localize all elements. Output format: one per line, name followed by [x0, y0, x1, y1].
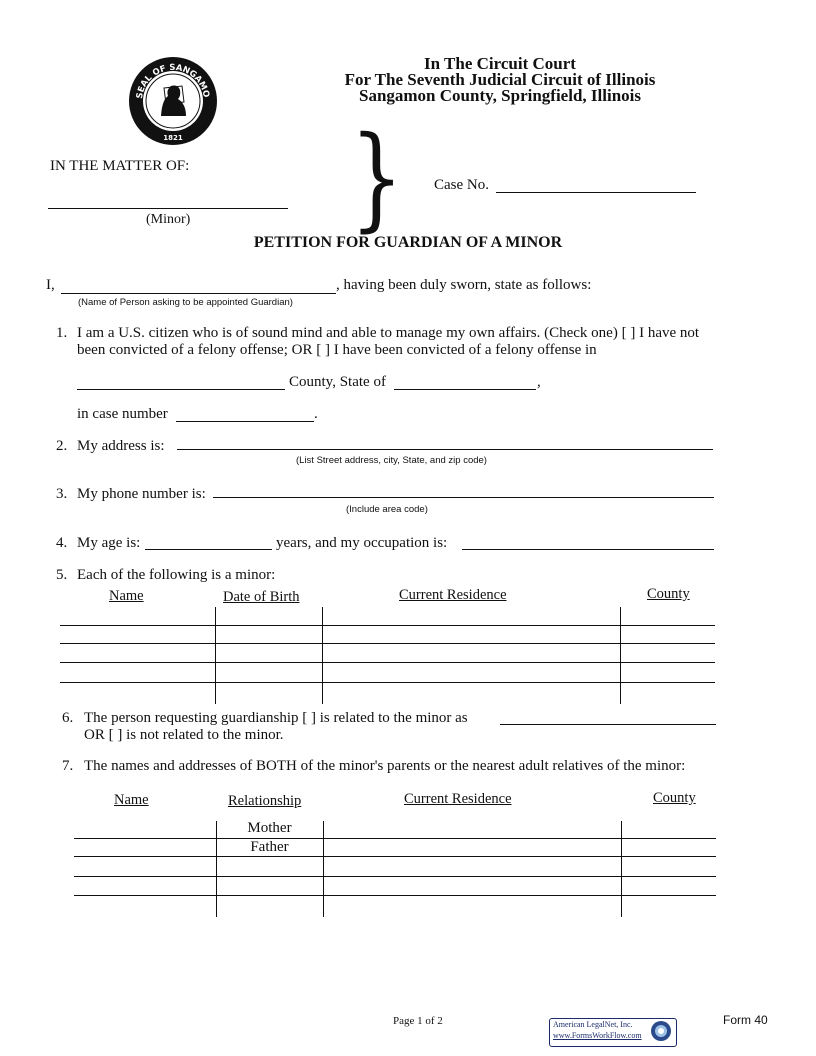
felony-case-number-field[interactable]	[176, 421, 314, 422]
occupation-field[interactable]	[462, 549, 714, 550]
court-header	[300, 56, 700, 104]
guardian-name-field[interactable]	[61, 293, 336, 294]
page-number: Page 1 of 2	[393, 1015, 443, 1027]
page-title: PETITION FOR GUARDIAN OF A MINOR	[253, 234, 563, 251]
item-1-number: 1.	[56, 325, 68, 341]
parents-col-divider	[621, 821, 622, 917]
table-row[interactable]	[74, 856, 716, 857]
parents-header-county: County	[653, 790, 696, 806]
parents-header-relationship: Relationship	[228, 793, 302, 809]
table-row[interactable]	[74, 895, 716, 896]
minors-header-name: Name	[109, 588, 144, 604]
minor-name-field[interactable]	[48, 208, 288, 209]
minors-col-divider	[215, 607, 216, 704]
matter-label: IN THE MATTER OF:	[50, 158, 190, 174]
age-field[interactable]	[145, 549, 272, 550]
relation-mother: Mother	[247, 820, 292, 836]
table-row[interactable]	[74, 838, 716, 839]
item-4-number: 4.	[56, 535, 68, 551]
caption-brace: }	[350, 113, 404, 243]
form-number: Form 40	[723, 1013, 768, 1027]
minors-header-dob: Date of Birth	[223, 589, 300, 605]
felony-state-comma: ,	[537, 374, 541, 390]
felony-state-field[interactable]	[394, 389, 536, 390]
address-field[interactable]	[177, 449, 713, 450]
table-row[interactable]	[60, 662, 715, 663]
item-3-number: 3.	[56, 486, 68, 502]
parents-col-divider	[323, 821, 324, 917]
intro-prefix: I,	[46, 277, 55, 293]
minor-label: (Minor)	[146, 212, 191, 227]
minors-col-divider	[620, 607, 621, 704]
item-5-number: 5.	[56, 567, 68, 583]
court-line-3: Sangamon County, Springfield, Illinois	[358, 86, 641, 105]
item-7-number: 7.	[62, 758, 74, 774]
relation-father: Father	[250, 839, 289, 855]
parents-header-residence: Current Residence	[404, 791, 512, 807]
minors-header-residence: Current Residence	[399, 587, 507, 603]
county-seal-icon	[128, 56, 218, 146]
parents-header-name: Name	[114, 792, 149, 808]
guardian-name-note: (Name of Person asking to be appointed Guardian)	[78, 297, 293, 308]
address-label: My address is:	[77, 438, 165, 454]
relation-field[interactable]	[500, 724, 716, 725]
phone-note: (Include area code)	[346, 504, 428, 515]
minors-header-county: County	[647, 586, 690, 602]
table-row[interactable]	[60, 643, 715, 644]
age-label: My age is:	[77, 535, 141, 551]
case-number-field[interactable]	[496, 192, 696, 193]
court-line-2: For The Seventh Judicial Circuit of Illinois	[344, 70, 656, 89]
felony-county-label: County, State of	[289, 374, 386, 390]
court-line-1: In The Circuit Court	[424, 54, 576, 73]
relation-line-2: OR [ ] is not related to the minor.	[84, 727, 284, 743]
svg-text:SEAL OF SANGAMON COUNTY ILLINO: SEAL OF SANGAMO	[135, 62, 211, 100]
table-row[interactable]	[60, 682, 715, 683]
minors-label: Each of the following is a minor:	[77, 567, 276, 583]
item-1-line-2: been convicted of a felony offense; OR [ ] I have been convicted of a felony offense in	[77, 342, 597, 358]
phone-field[interactable]	[213, 497, 714, 498]
item-2-number: 2.	[56, 438, 68, 454]
case-number-period: .	[314, 406, 318, 422]
table-row[interactable]	[60, 625, 715, 626]
table-row[interactable]	[74, 876, 716, 877]
intro-suffix: , having been duly sworn, state as follows:	[336, 277, 592, 293]
item-6-number: 6.	[62, 710, 74, 726]
case-label: Case No.	[434, 177, 489, 193]
globe-icon	[650, 1020, 672, 1042]
minors-col-divider	[322, 607, 323, 704]
publisher-name: American LegalNet, Inc.	[553, 1020, 633, 1029]
felony-county-field[interactable]	[77, 389, 285, 390]
publisher-url[interactable]: www.FormsWorkFlow.com	[553, 1031, 642, 1040]
parents-label: The names and addresses of BOTH of the minor's parents or the nearest adult relatives of the minor:	[84, 758, 686, 774]
address-note: (List Street address, city, State, and zip code)	[296, 455, 487, 466]
case-number-prefix: in case number	[77, 406, 168, 422]
item-1-line-1: I am a U.S. citizen who is of sound mind and able to manage my own affairs. (Check one) [ ] I have not	[77, 325, 700, 341]
relation-line-1: The person requesting guardianship [ ] is related to the minor as	[84, 710, 468, 726]
svg-text:1821: 1821	[163, 134, 183, 142]
phone-label: My phone number is:	[77, 486, 206, 502]
occupation-label: years, and my occupation is:	[276, 535, 448, 551]
